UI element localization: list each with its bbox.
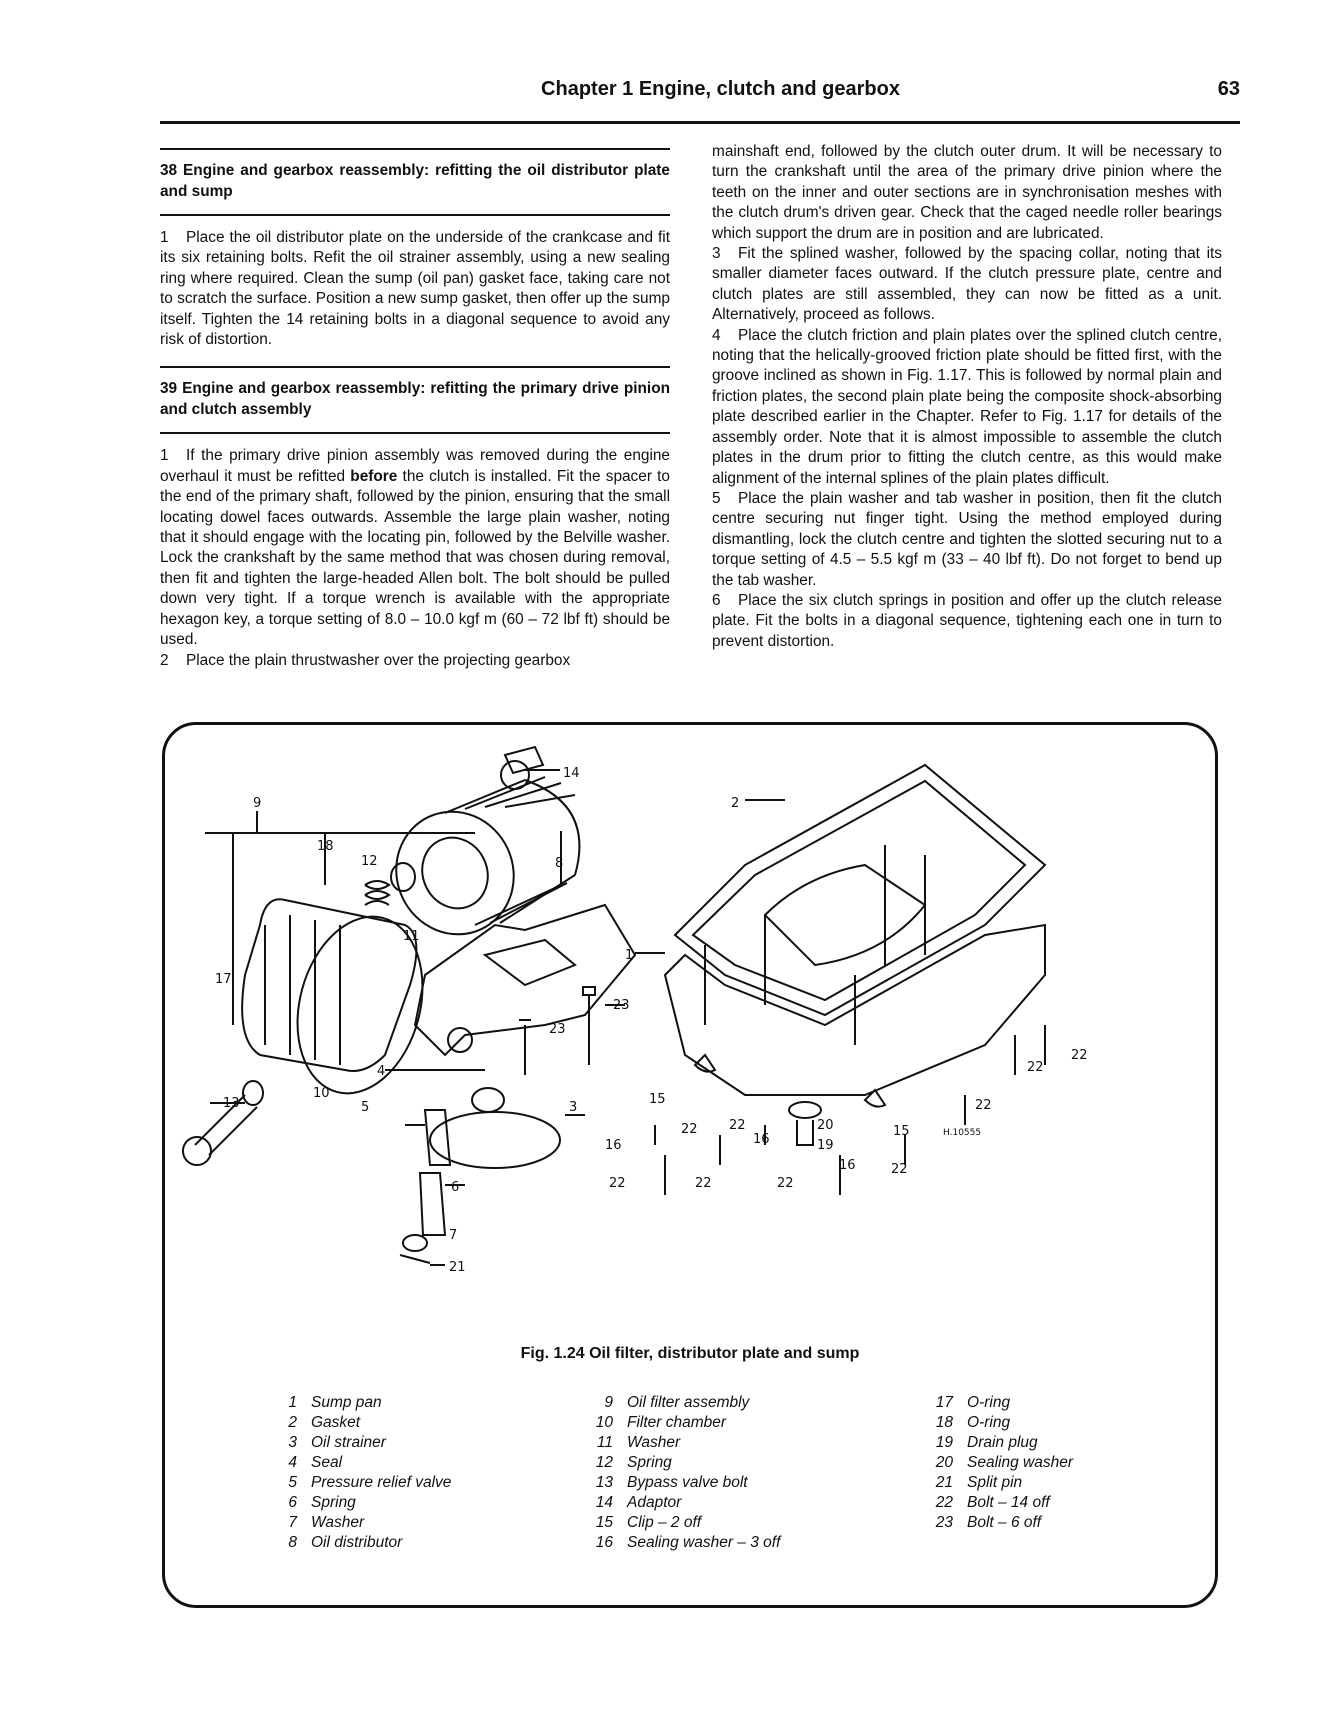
pressure-relief-valve <box>425 1110 450 1165</box>
callout-3: 3 <box>569 1100 578 1115</box>
callout-19: 19 <box>817 1138 834 1153</box>
legend-text: Drain plug <box>967 1434 1038 1451</box>
legend-item <box>267 1533 451 1553</box>
legend-number: 3 <box>288 1434 297 1451</box>
legend-text: Sealing washer <box>967 1454 1073 1471</box>
oil-strainer <box>430 1112 560 1168</box>
legend-item <box>583 1393 780 1413</box>
para-number: 4 <box>712 326 721 344</box>
legend-text: Oil filter assembly <box>627 1394 750 1411</box>
figure-1-24 <box>162 722 1218 1608</box>
legend-number: 22 <box>935 1494 953 1511</box>
callout-22f: 22 <box>891 1162 908 1177</box>
callout-4: 4 <box>377 1064 386 1079</box>
legend-number: 15 <box>595 1514 613 1531</box>
callout-14: 14 <box>563 766 580 781</box>
callout-16b: 16 <box>839 1158 856 1173</box>
legend-item <box>583 1413 780 1433</box>
legend-text: Oil strainer <box>311 1434 386 1451</box>
legend-text: Gasket <box>311 1414 361 1431</box>
legend-text: Bolt – 6 off <box>967 1514 1042 1531</box>
legend-number: 13 <box>595 1474 613 1491</box>
para-number: 5 <box>712 489 721 507</box>
para-text-pre: If the primary drive pinion assembly was removed during the engine overhaul it must be refitted <box>160 447 670 485</box>
callout-22h: 22 <box>695 1176 712 1191</box>
callout-22b: 22 <box>1071 1048 1088 1063</box>
para-text: Fit the splined washer, followed by the spacing collar, noting that its smaller diameter faces outward. If the clutch pressure plate, centre and clutch plates are still assembled, they can now be fitted as a unit. Alternatively, proceed as follows. <box>712 245 1222 324</box>
legend-number: 11 <box>596 1434 613 1451</box>
callout-16a: 16 <box>753 1132 770 1147</box>
callout-9: 9 <box>253 796 262 811</box>
spring-and-washer <box>365 863 415 905</box>
drain-plug <box>797 1120 813 1145</box>
legend-number: 6 <box>288 1494 297 1511</box>
legend-column-3 <box>923 1393 1073 1533</box>
para-text-bold: before <box>350 467 398 485</box>
legend-item <box>923 1433 1073 1453</box>
callout-22g: 22 <box>609 1176 626 1191</box>
callout-6: 6 <box>451 1180 460 1195</box>
legend-text: Bolt – 14 off <box>967 1494 1050 1511</box>
legend-text: Sump pan <box>311 1394 382 1411</box>
para-text: Place the six clutch springs in position and offer up the clutch release plate. Fit the bolts in a diagonal sequence, tightening each one in turn to prevent distortion. <box>712 591 1222 650</box>
page-header <box>160 78 1240 122</box>
figure-ref-code: H.10555 <box>943 1128 982 1138</box>
legend-item <box>267 1493 451 1513</box>
callout-22c: 22 <box>975 1098 992 1113</box>
split-pin <box>400 1255 430 1263</box>
right-para-4 <box>712 326 1222 489</box>
right-para-5 <box>712 489 1222 591</box>
para-number: 3 <box>712 245 721 263</box>
para-text: Place the clutch friction and plain plates over the splined clutch centre, noting that the helically-grooved friction plate should be fitted first, with the groove inclined as shown in Fig. 1.17. This is followed by normal plain and friction plates, the second plain plate being the composite shock-absorbing plate described earlier in the Chapter. Refer to Fig. 1.17 for details of the assembly order. Note that it is almost impossible to assemble the clutch plates in the drum prior to fitting the clutch centre, as this would make alignment of the internal splines of the plain plates difficult. <box>712 326 1222 487</box>
para-text-post: the clutch is installed. Fit the spacer to the end of the primary shaft, followed by the pinion, ensuring that the small locating dowel faces outwards. Assemble the large plain washer, noting that it should engage with the locating pin, followed by the Belville washer. Lock the crankshaft by the same method that was chosen during removal, then fit and tighten the large-headed Allen bolt. The bolt should be pulled down very tight. If a torque wrench is available with the appropriate hexagon key, a torque setting of 8.0 – 10.0 kgf m (60 – 72 lbf ft) should be used. <box>160 467 670 649</box>
legend-item <box>583 1513 780 1533</box>
legend-item <box>583 1533 780 1553</box>
callout-7: 7 <box>449 1228 458 1243</box>
legend-text: Pressure relief valve <box>311 1474 452 1491</box>
section-39-heading: 39 Engine and gearbox reassembly: refitting the primary drive pinion and clutch assembly <box>160 366 670 434</box>
legend-column-2 <box>583 1393 780 1553</box>
callout-22e: 22 <box>729 1118 746 1133</box>
legend-text: Filter chamber <box>627 1414 727 1431</box>
left-column <box>160 140 670 671</box>
legend-item <box>923 1493 1073 1513</box>
callout-8: 8 <box>555 856 564 871</box>
callout-22d: 22 <box>681 1122 698 1137</box>
callout-16c: 16 <box>605 1138 622 1153</box>
figure-caption: Fig. 1.24 Oil filter, distributor plate and sump <box>520 1345 860 1362</box>
legend-number: 10 <box>595 1414 613 1431</box>
callout-2: 2 <box>731 796 740 811</box>
callout-20: 20 <box>817 1118 834 1133</box>
right-para-cont <box>712 142 1222 244</box>
right-column <box>712 142 1222 652</box>
legend-text: Spring <box>311 1494 356 1511</box>
para-text: Place the plain thrustwasher over the projecting gearbox <box>186 651 571 669</box>
legend-item <box>267 1393 451 1413</box>
callout-13: 13 <box>223 1096 240 1111</box>
sealing-washer <box>789 1102 821 1118</box>
legend-number: 2 <box>288 1414 297 1431</box>
washer-7 <box>403 1235 427 1251</box>
legend-number: 1 <box>288 1394 297 1411</box>
legend-number: 20 <box>935 1454 953 1471</box>
legend-number: 4 <box>288 1454 297 1471</box>
legend-number: 7 <box>288 1514 297 1531</box>
callout-12: 12 <box>361 854 378 869</box>
legend-number: 21 <box>935 1474 953 1491</box>
legend-column-1 <box>267 1393 451 1553</box>
page-number: 63 <box>1217 78 1240 100</box>
legend-item <box>267 1453 451 1473</box>
right-para-3 <box>712 244 1222 326</box>
callout-22a: 22 <box>1027 1060 1044 1075</box>
callout-17: 17 <box>215 972 232 987</box>
legend-number: 14 <box>595 1494 613 1511</box>
legend-item <box>923 1393 1073 1413</box>
legend-item <box>267 1473 451 1493</box>
legend-item <box>583 1493 780 1513</box>
legend-text: Washer <box>311 1514 365 1531</box>
para-number: 1 <box>160 447 169 465</box>
para-number: 6 <box>712 591 721 609</box>
exploded-diagram <box>165 725 1215 1325</box>
legend-item <box>267 1513 451 1533</box>
legend-number: 18 <box>935 1414 953 1431</box>
seal <box>472 1088 504 1112</box>
legend-number: 19 <box>935 1434 953 1451</box>
legend-item <box>583 1453 780 1473</box>
legend-number: 23 <box>935 1514 953 1531</box>
o-ring-17 <box>243 1081 263 1105</box>
legend-text: Seal <box>311 1454 343 1471</box>
legend-text: Washer <box>627 1434 681 1451</box>
section-39-para-1 <box>160 446 670 650</box>
legend-item <box>583 1473 780 1493</box>
callout-1: 1 <box>625 948 634 963</box>
chapter-title: Chapter 1 Engine, clutch and gearbox <box>541 78 900 100</box>
right-para-6 <box>712 591 1222 652</box>
legend-item <box>923 1513 1073 1533</box>
callout-21: 21 <box>449 1260 466 1275</box>
legend-text: Split pin <box>967 1474 1023 1491</box>
callout-18: 18 <box>317 839 334 854</box>
legend-text: Clip – 2 off <box>627 1514 702 1531</box>
legend-text: O-ring <box>967 1394 1011 1411</box>
legend-item <box>267 1413 451 1433</box>
para-text: mainshaft end, followed by the clutch outer drum. It will be necessary to turn the crankshaft until the area of the primary drive pinion where the teeth on the inner and outer sections are in synchronisation meshes with the clutch drum's driven gear. Check that the caged needle roller bearings which support the drum are in position and are lubricated. <box>712 143 1222 242</box>
header-rule <box>160 121 1240 124</box>
legend-text: Oil distributor <box>311 1534 403 1551</box>
section-39-para-2 <box>160 651 670 671</box>
legend-item <box>583 1433 780 1453</box>
para-number: 1 <box>160 229 169 246</box>
legend-item <box>267 1433 451 1453</box>
legend-number: 17 <box>935 1394 953 1411</box>
valve-spring <box>420 1173 445 1235</box>
legend-number: 9 <box>604 1394 613 1411</box>
section-38-heading: 38 Engine and gearbox reassembly: refitting the oil distributor plate and sump <box>160 148 670 216</box>
para-text: Place the oil distributor plate on the underside of the crankcase and fit its six retaining bolts. Refit the oil strainer assembly, using a new sealing ring where required. Clean the sump (oil pan) gasket face, taking care not to scratch the surface. Position a new sump gasket, then offer up the sump itself. Tighten the 14 retaining bolts in a diagonal sequence to avoid any risk of distortion. <box>160 229 670 349</box>
legend-text: Spring <box>627 1454 672 1471</box>
callout-10: 10 <box>313 1086 330 1101</box>
callout-15b: 15 <box>893 1124 910 1139</box>
legend-text: Bypass valve bolt <box>627 1474 748 1491</box>
legend-item <box>923 1453 1073 1473</box>
legend-text: Adaptor <box>627 1494 682 1511</box>
callout-15a: 15 <box>649 1092 666 1107</box>
legend-text: O-ring <box>967 1414 1011 1431</box>
legend-item <box>923 1473 1073 1493</box>
callout-23b: 23 <box>549 1022 566 1037</box>
section-38-para-1 <box>160 228 670 350</box>
callout-22i: 22 <box>777 1176 794 1191</box>
legend-text: Sealing washer – 3 off <box>627 1534 781 1551</box>
legend-item <box>923 1413 1073 1433</box>
legend-number: 16 <box>595 1534 613 1551</box>
legend-number: 8 <box>288 1534 297 1551</box>
legend-number: 12 <box>595 1454 613 1471</box>
legend-number: 5 <box>288 1474 297 1491</box>
callout-23a: 23 <box>613 998 630 1013</box>
para-number: 2 <box>160 651 169 669</box>
callout-11: 11 <box>403 929 420 944</box>
para-text: Place the plain washer and tab washer in position, then fit the clutch centre securing nut finger tight. Using the method employed during dismantling, lock the clutch centre and tighten the slotted securing nut to a torque setting of 4.5 – 5.5 kgf m (33 – 40 lbf ft). Do not forget to bend up the tab washer. <box>712 489 1222 589</box>
callout-5: 5 <box>361 1100 370 1115</box>
bypass-valve-bolt <box>183 1095 257 1165</box>
sump-pan <box>665 845 1045 1095</box>
